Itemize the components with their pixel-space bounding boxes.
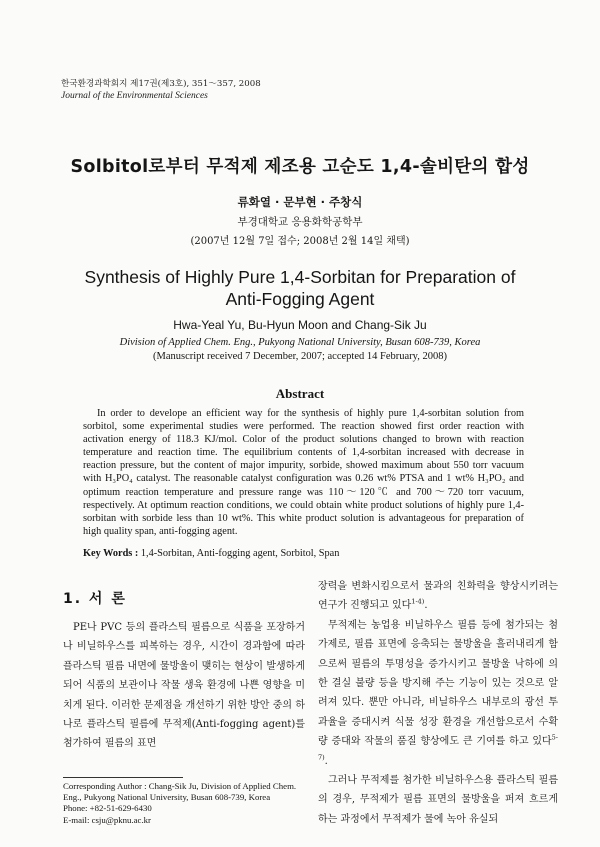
keywords xyxy=(83,548,524,559)
title-english-line2: Anti-Fogging Agent xyxy=(225,289,375,309)
received-date-korean: (2007년 12월 7일 접수; 2008년 2월 14일 채택) xyxy=(190,236,410,247)
received-date-english: (Manuscript received 7 December, 2007; accepted 14 February, 2008) xyxy=(153,351,447,362)
intro-paragraph-1-continued: 장력을 변화시킴으로서 물과의 친화력을 향상시키려는 연구가 진행되고 있다$^{1-4)}$. xyxy=(318,581,558,612)
affiliation-english: Division of Applied Chem. Eng., Pukyong National University, Busan 608-739, Korea xyxy=(119,337,481,348)
intro-paragraph-3: 그러나 무적제를 첨가한 비닐하우스용 플라스틱 필름의 경우, 무적제가 필름 표면의 물방울을 퍼져 흐르게 하는 과정에서 무적제가 물에 녹아 유실되 xyxy=(318,775,558,825)
intro-paragraph-1-cont-text: 장력을 변화시킴으로서 물과의 친화력을 향상시키려는 연구가 진행되고 있다 xyxy=(318,581,558,612)
abstract-body xyxy=(83,407,524,538)
footnote xyxy=(63,781,309,826)
title-korean: Solbitol로부터 무적제 제조용 고순도 1,4-솔비탄의 합성 xyxy=(70,157,530,177)
citation-ref: 1-4) xyxy=(411,598,425,607)
title-english xyxy=(0,266,600,310)
abstract-text: In order to develope an efficient way for the synthesis of highly pure 1,4-sorbitan solution from sorbitol, some experimental studies were performed. The reaction showed first order reaction with activation energy of 118.3 KJ/mol. Color of the product solutions changed to brown with reaction temperature and reaction time. The equilibrium contents of 1,4-sorbitan increased with decrease in reaction pressure, but the content of major impurity, sorbide, showed maximum about 550 torr vacuum with H₃PO₄ catalyst. The reasonable catalyst configuration was 0.26 wt% PTSA and 1 wt% H₃PO₂ and optimum reaction temperature and pressure range was 110～120℃ and 700～720 torr vacuum, respectively. At optimum reaction conditions, we could obtain white product solutions of highly pure 1,4-sorbitan with sorbide less than 10 wt%. This white product solution is advantageous for preparation of high quality span, anti-fogging agent. xyxy=(83,408,524,537)
journal-name: Journal of the Environmental Sciences xyxy=(61,91,208,101)
authors-korean: 류화열 · 문부현 · 주창식 xyxy=(237,195,363,209)
journal-header xyxy=(61,78,261,102)
footnote-corresponding-author: Corresponding Author : Chang-Sik Ju, Division of Applied Chem. Eng., Pukyong National University, Busan 608-739, Korea xyxy=(63,781,297,803)
keywords-label: Key Words : xyxy=(83,548,139,559)
journal-citation: 한국환경과학회지 제17권(제3호), 351～357, 2008 xyxy=(61,79,261,89)
footnote-phone: Phone: +82-51-629-6430 xyxy=(63,803,152,814)
left-column xyxy=(63,618,305,754)
authors-english: Hwa-Yeal Yu, Bu-Hyun Moon and Chang-Sik Ju xyxy=(173,318,427,332)
intro-paragraph-1: PE나 PVC 등의 플라스틱 필름으로 식품을 포장하거나 비닐하우스를 피복하는 경우, 시간이 경과함에 따라 플라스틱 필름 내면에 물방울이 맺히는 현상이 발생하게 되어 식품의 보관이나 작물 생육 환경에 나쁜 영향을 미치게 된다. 이러한 문제점을 개선하기 위한 방안 중의 하나로 플라스틱 필름에 무적제(Anti-fogging agent)를 첨가하여 필름의 표면 xyxy=(63,622,305,750)
intro-paragraph-2: 무적제는 농업용 비닐하우스 필름 등에 첨가되는 첨가제로, 필름 표면에 응축되는 물방울을 흘러내리게 함으로써 필름의 투명성을 증가시키고 물방울 낙하에 의한 결실 불량 등을 방지해 주는 기능이 있는 것으로 알려져 있다. 뿐만 아니라, 비닐하우스 내부로의 광선 투과율을 증대시켜 식물 성장 환경을 개선함으로서 수확량 증대와 작물의 품질 향상에도 큰 기여를 하고 있다$^{5-7)}$. xyxy=(318,619,558,767)
abstract-heading: Abstract xyxy=(275,386,325,401)
citation-ref: 5-7) xyxy=(318,733,558,762)
affiliation-korean: 부경대학교 응용화학공학부 xyxy=(237,216,363,228)
right-column xyxy=(318,577,558,829)
intro-paragraph-2-text: 무적제는 농업용 비닐하우스 필름 등에 첨가되는 첨가제로, 필름 표면에 응축되는 물방울을 흘러내리게 함으로써 필름의 투명성을 증가시키고 물방울 낙하에 의한 결실 불량 등을 방지해 주는 기능이 있는 것으로 알려져 있다. 뿐만 아니라, 비닐하우스 내부로의 광선 투과율을 증대시켜 식물 성장 환경을 개선함으로서 수확량 증대와 작물의 품질 향상에도 큰 기여를 하고 있다 xyxy=(318,619,558,748)
section-heading-introduction: 1. 서 론 xyxy=(63,591,127,607)
footnote-email: E-mail: csju@pknu.ac.kr xyxy=(63,814,151,825)
keywords-text: 1,4-Sorbitan, Anti-fogging agent, Sorbitol, Span xyxy=(138,548,340,559)
title-english-line1: Synthesis of Highly Pure 1,4-Sorbitan for Preparation of xyxy=(84,267,516,287)
footnote-divider xyxy=(63,777,183,778)
